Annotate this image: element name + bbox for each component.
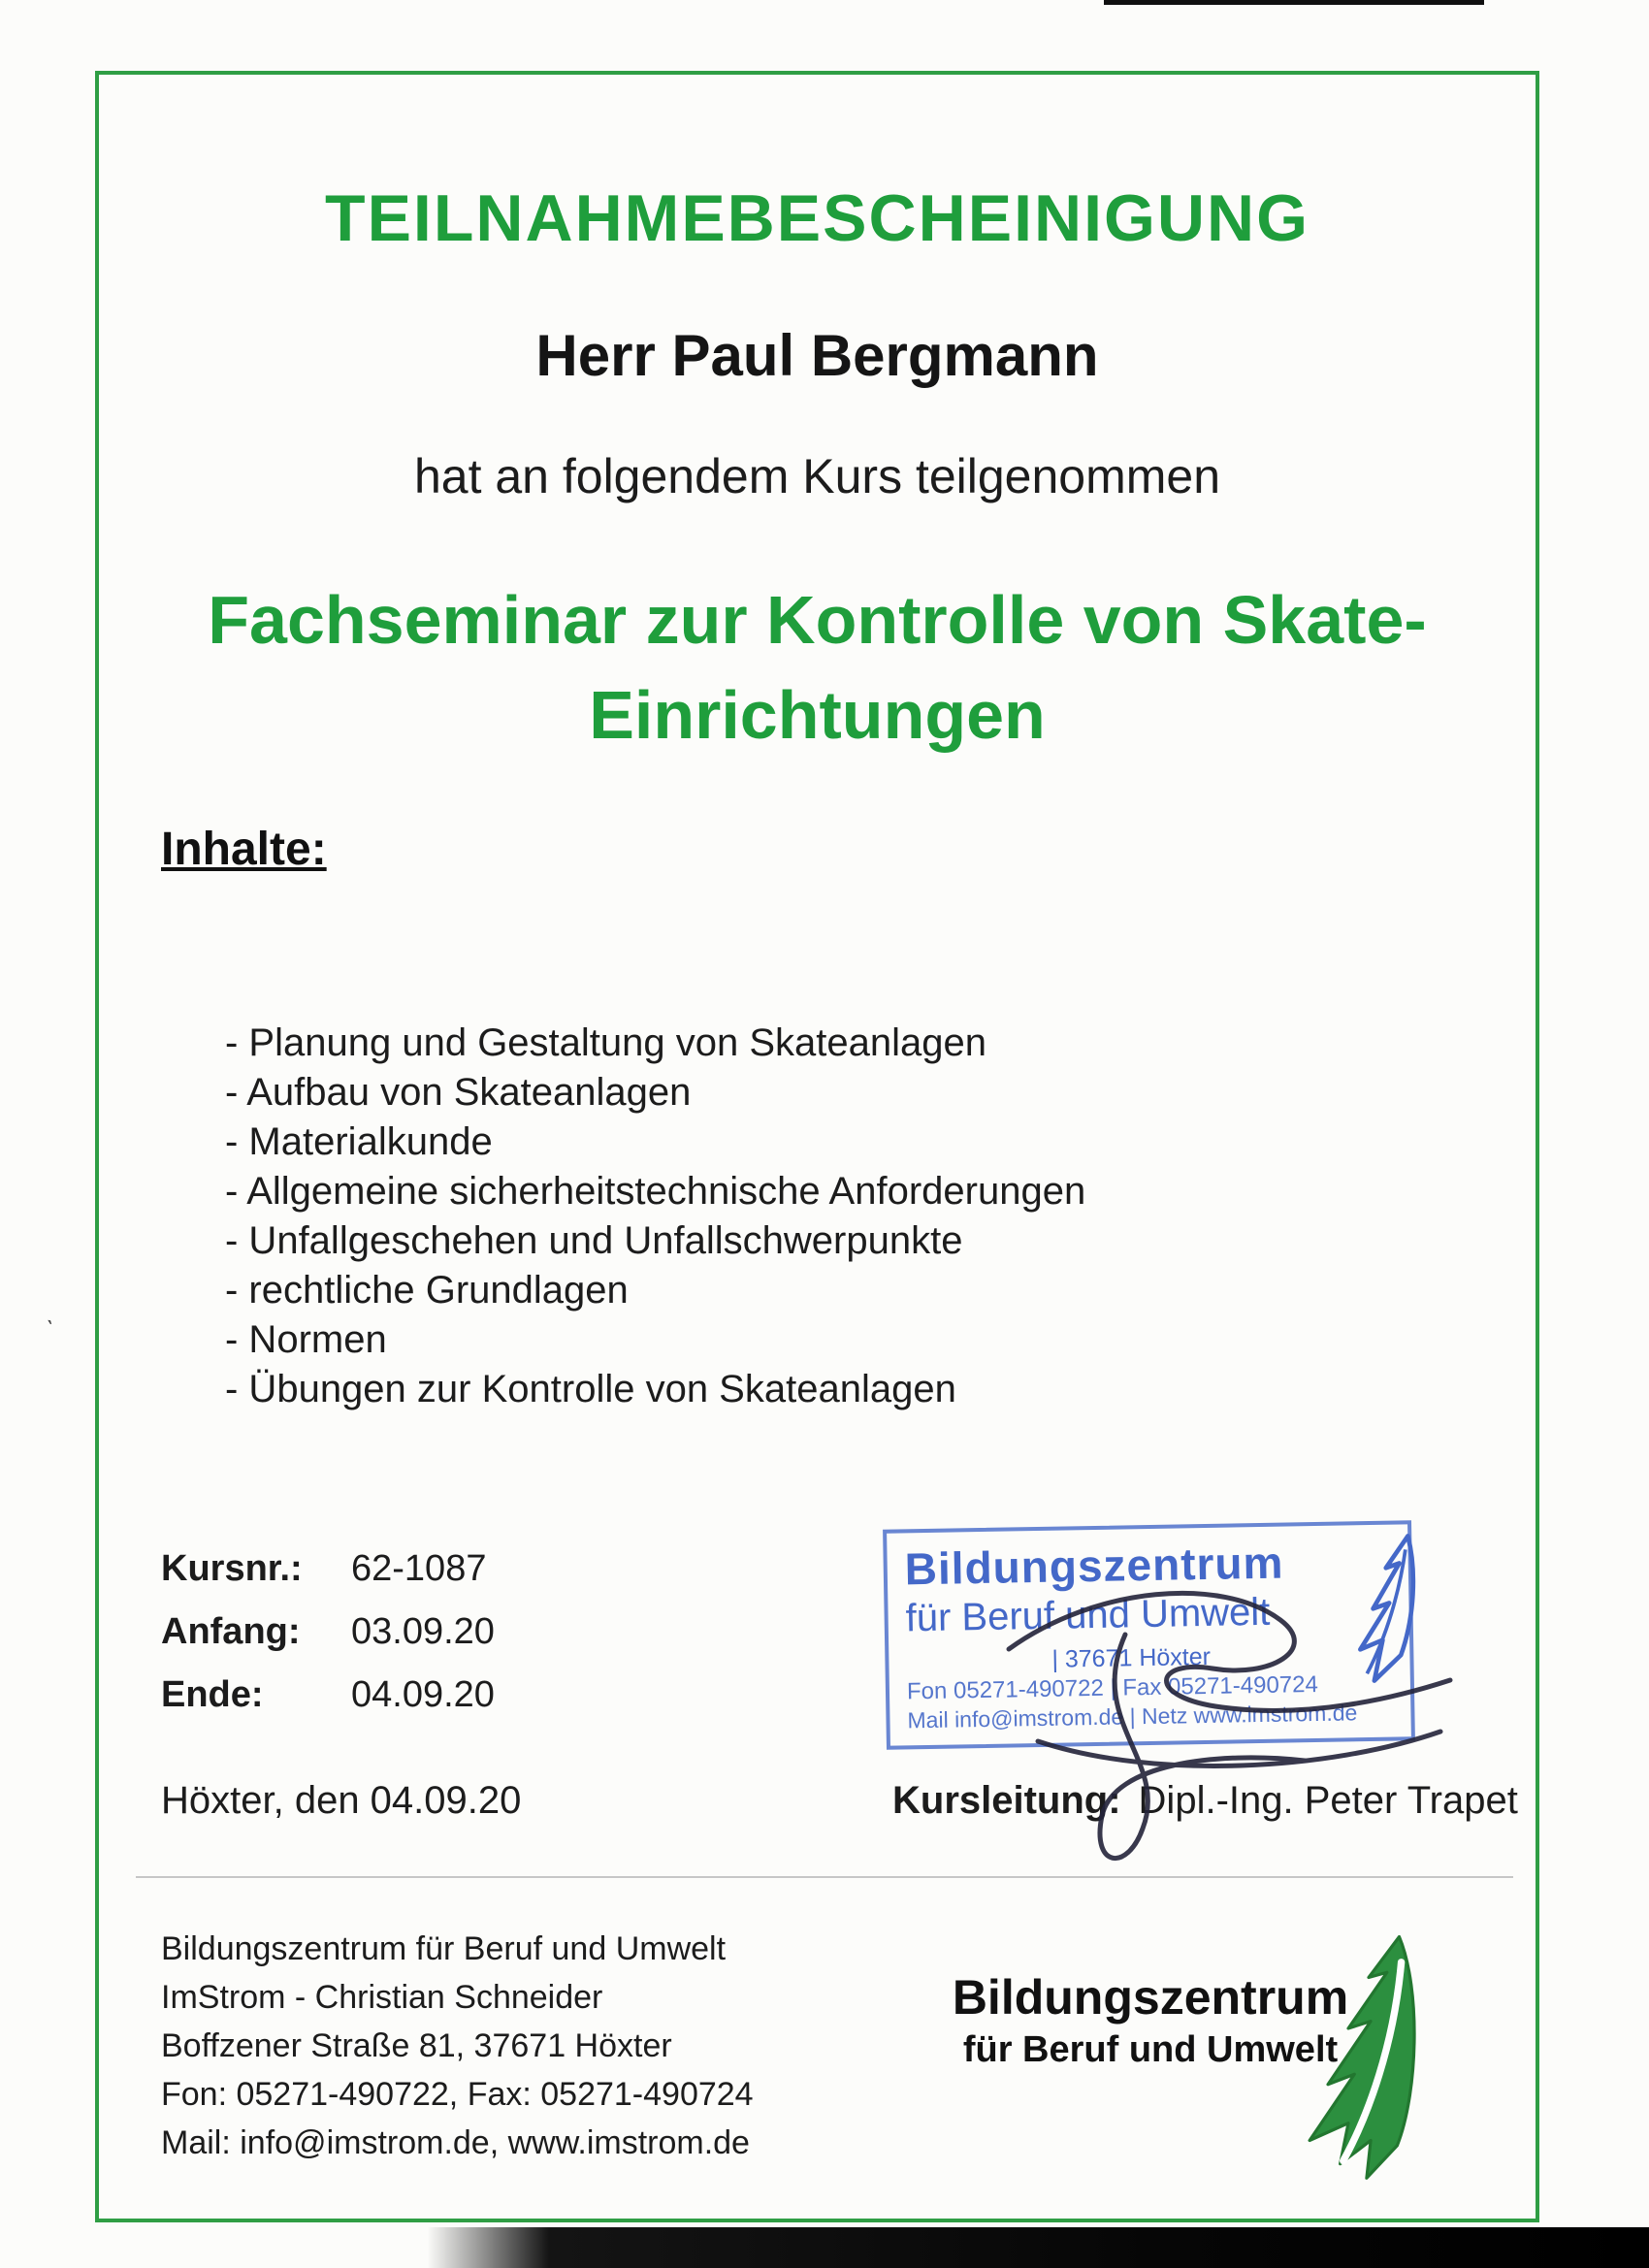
- recipient-name: Herr Paul Bergmann: [535, 323, 1099, 388]
- detail-label: Kursnr.:: [161, 1548, 303, 1589]
- stamp-line1: Bildungszentrum: [904, 1537, 1284, 1595]
- list-item: - Planung und Gestaltung von Skateanlagen: [225, 1021, 987, 1064]
- detail-value: 03.09.20: [351, 1611, 495, 1652]
- scan-artifact-mark: ˎ: [46, 1295, 60, 1326]
- detail-value: 04.09.20: [351, 1674, 495, 1715]
- footer-line: Bildungszentrum für Beruf und Umwelt: [161, 1930, 727, 1967]
- company-stamp: [883, 1520, 1415, 1749]
- list-item: - Unfallgeschehen und Unfallschwerpunkte: [225, 1219, 963, 1262]
- course-title-line1: Fachseminar zur Kontrolle von Skate-: [208, 582, 1427, 658]
- place-date: Höxter, den 04.09.20: [161, 1779, 522, 1822]
- list-item: - Aufbau von Skateanlagen: [225, 1071, 692, 1114]
- detail-row-kursnr: [161, 1548, 495, 1590]
- footer-line: Boffzener Straße 81, 37671 Höxter: [161, 2027, 672, 2064]
- stamp-line3: | 37671 Höxter: [1051, 1642, 1212, 1673]
- stamp-line2: für Beruf und Umwelt: [905, 1590, 1271, 1640]
- kursleitung-row: [892, 1779, 1518, 1823]
- list-item: - Übungen zur Kontrolle von Skateanlagen: [225, 1368, 956, 1410]
- footer-contact-block: [161, 1925, 754, 2167]
- footer-line: Fon: 05271-490722, Fax: 05271-490724: [161, 2076, 754, 2113]
- footer-divider: [136, 1876, 1513, 1878]
- course-title-line2: Einrichtungen: [589, 677, 1046, 753]
- list-item: - rechtliche Grundlagen: [225, 1269, 629, 1312]
- footer-logo-line1: Bildungszentrum: [952, 1970, 1349, 2025]
- detail-label: Ende:: [161, 1674, 264, 1715]
- contents-heading: Inhalte:: [161, 824, 327, 875]
- course-title: [95, 572, 1539, 762]
- footer-line: ImStrom - Christian Schneider: [161, 1979, 603, 2016]
- participation-subtitle: hat an folgendem Kurs teilgenommen: [413, 449, 1221, 503]
- list-item: - Allgemeine sicherheitstechnische Anforderungen: [225, 1170, 1086, 1213]
- certificate-title: TEILNAHMEBESCHEINIGUNG: [325, 181, 1310, 255]
- stamp-line5: Mail info@imstrom.de | Netz www.imstrom.de: [907, 1700, 1358, 1733]
- footer-logo-line2: für Beruf und Umwelt: [962, 2029, 1339, 2070]
- list-item: - Normen: [225, 1318, 387, 1361]
- footer-line: Mail: info@imstrom.de, www.imstrom.de: [161, 2124, 750, 2161]
- scan-artifact-bottom: [427, 2227, 1649, 2268]
- stamp-leaf-icon: [1309, 1520, 1438, 1706]
- stamp-line4: Fon 05271-490722 | Fax 05271-490724: [906, 1670, 1319, 1705]
- list-item: - Materialkunde: [225, 1120, 493, 1163]
- kursleitung-label: Kursleitung:: [892, 1779, 1121, 1822]
- contents-list: [225, 1019, 1085, 1414]
- leaf-logo-icon: [1246, 1930, 1450, 2187]
- detail-row-ende: [161, 1674, 495, 1716]
- course-details: [161, 1548, 495, 1737]
- detail-label: Anfang:: [161, 1611, 301, 1652]
- kursleitung-name: Dipl.-Ing. Peter Trapet: [1138, 1779, 1518, 1822]
- detail-row-anfang: [161, 1611, 495, 1653]
- scan-artifact-top: [1104, 0, 1484, 5]
- detail-value: 62-1087: [351, 1548, 487, 1589]
